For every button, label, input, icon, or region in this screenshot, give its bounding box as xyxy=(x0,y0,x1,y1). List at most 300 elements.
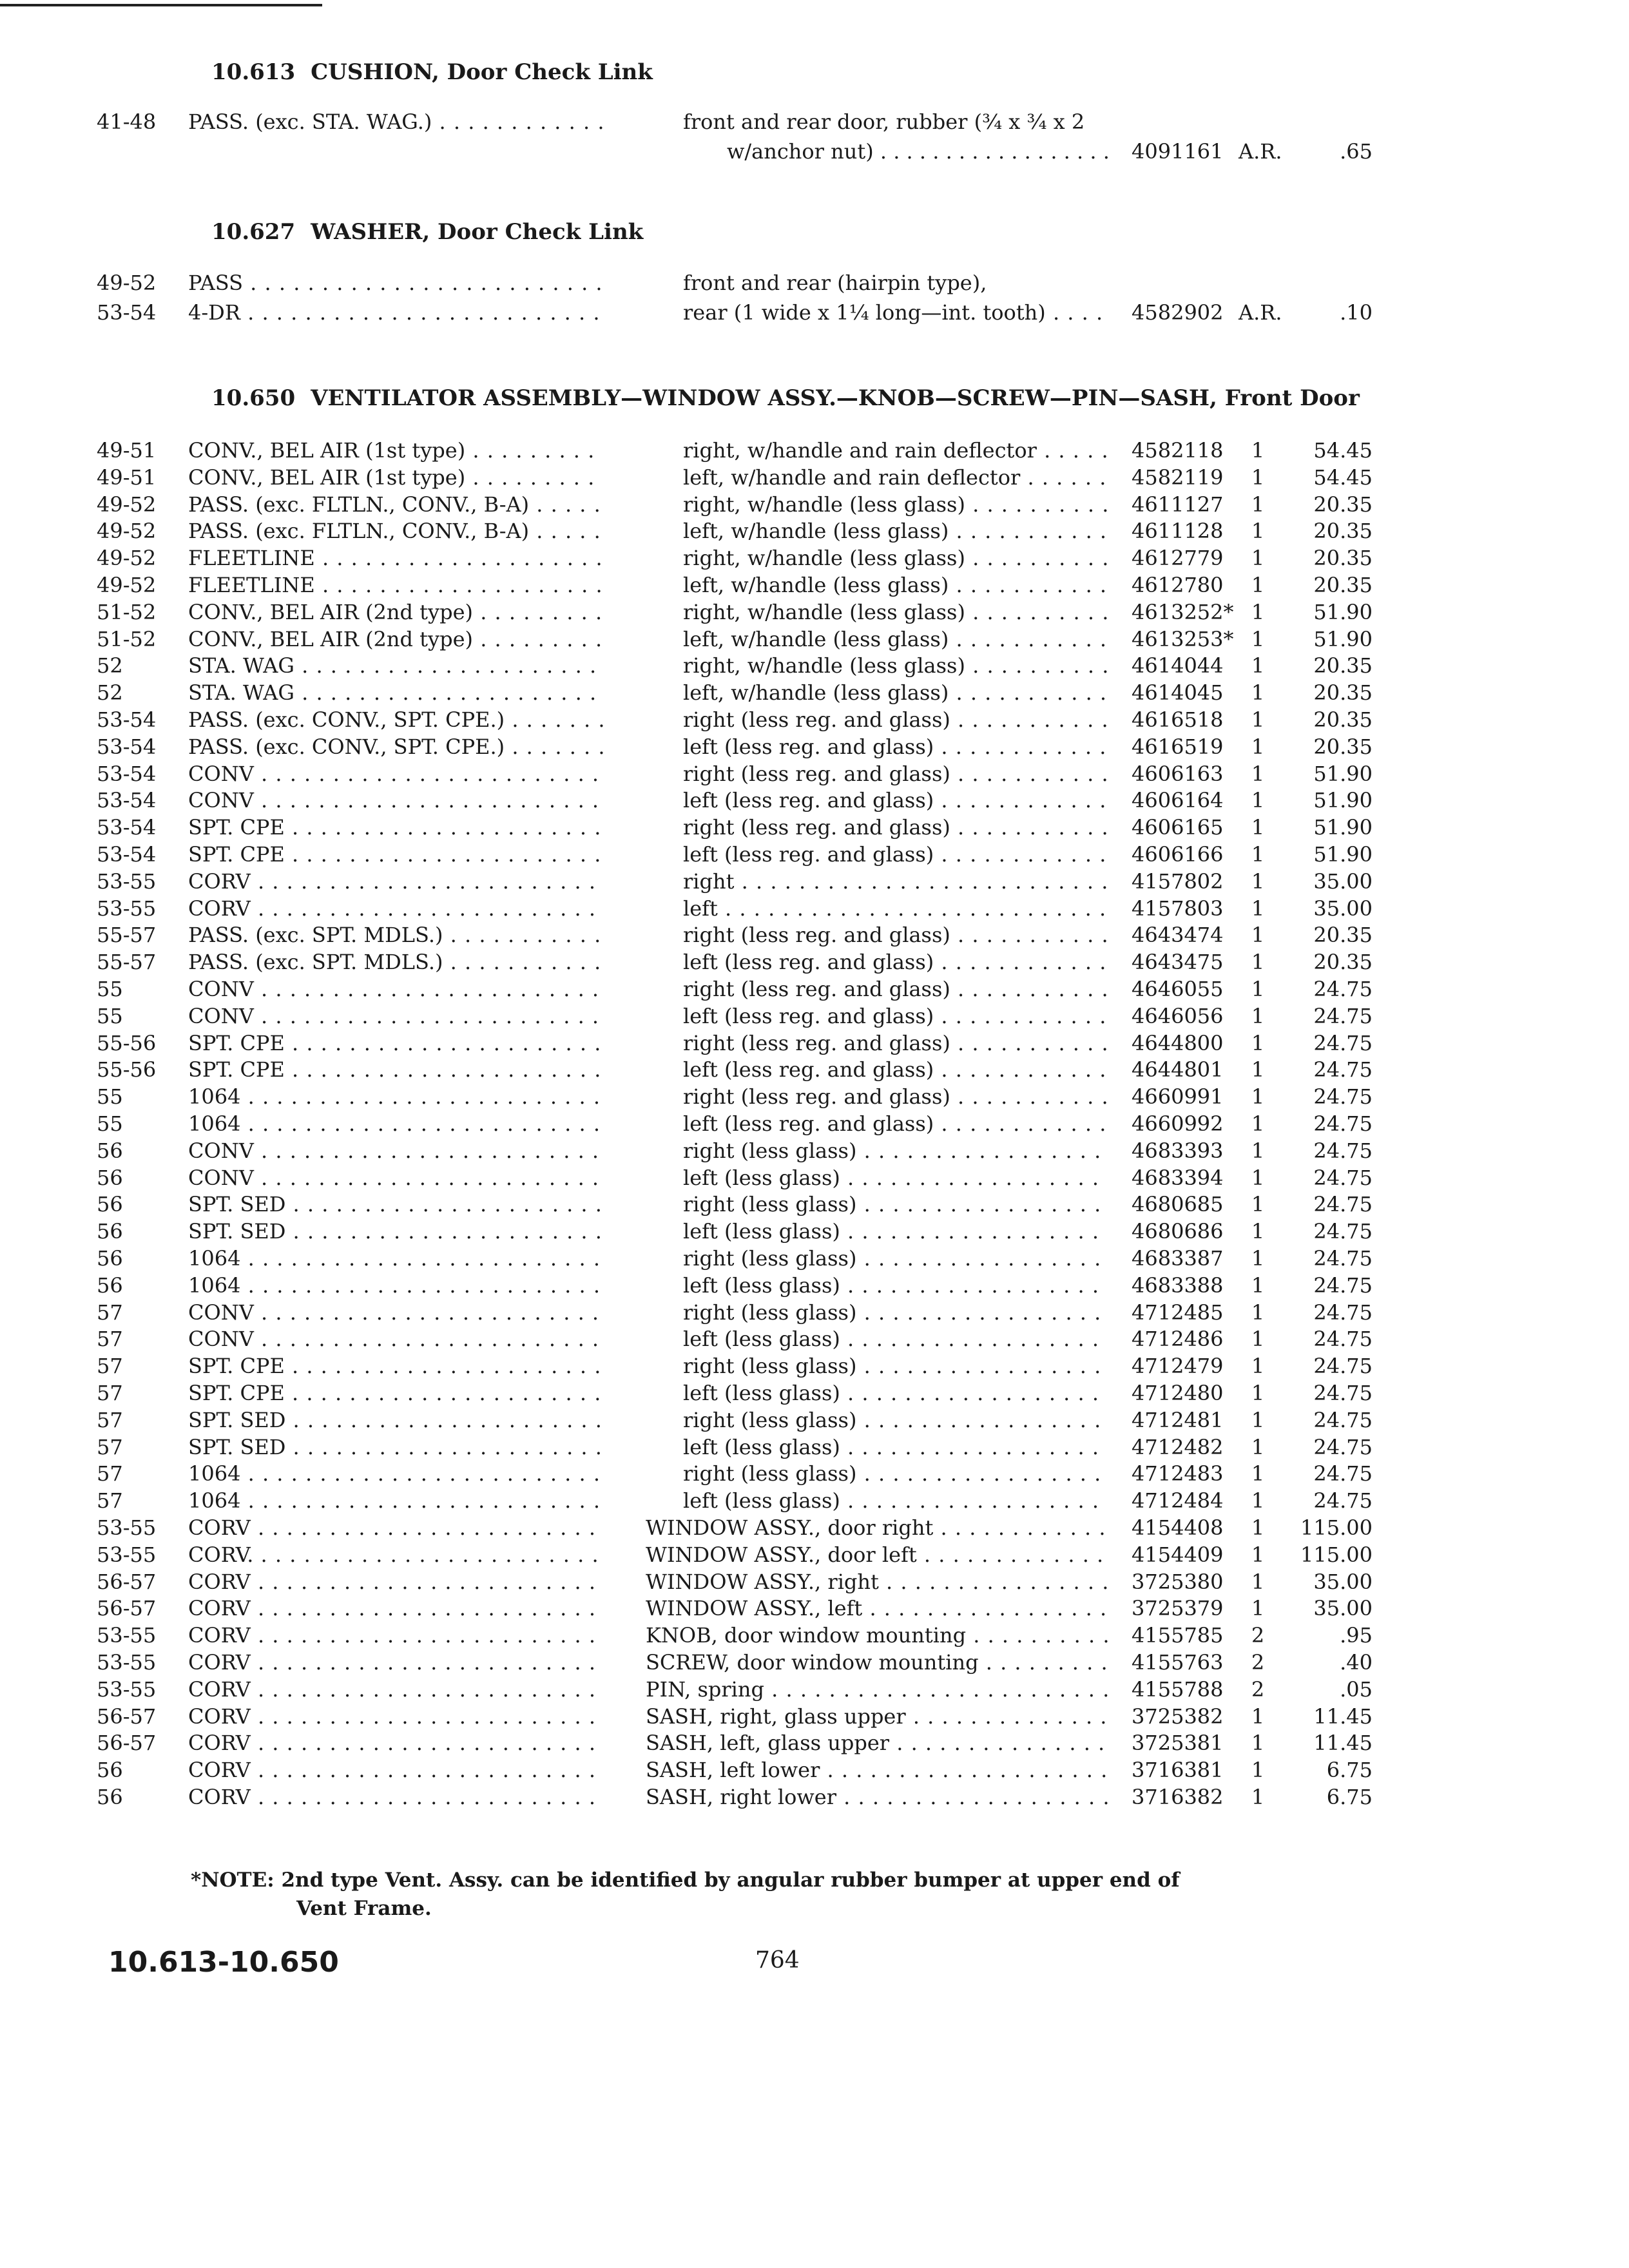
year-range: 53-55 xyxy=(97,896,157,921)
price: 24.75 xyxy=(1313,1219,1373,1244)
year-range: 53-54 xyxy=(97,761,157,786)
table-row xyxy=(0,517,1629,544)
year-range: 56 xyxy=(97,1219,123,1244)
price: .40 xyxy=(1340,1650,1373,1675)
year-range: 53-54 xyxy=(97,788,157,813)
price: 11.45 xyxy=(1313,1731,1373,1756)
price: 35.00 xyxy=(1313,896,1373,921)
part-number: 4155788 xyxy=(1132,1677,1224,1702)
quantity: 1 xyxy=(1251,1434,1265,1459)
part-number: 4613252* xyxy=(1132,599,1234,624)
year-range: 53-54 xyxy=(97,842,157,867)
price: 20.35 xyxy=(1313,519,1373,544)
table-row xyxy=(0,787,1629,814)
part-description: right, w/handle (less glass) . . . xyxy=(683,491,1108,518)
model-name: CONV . . . xyxy=(188,787,604,814)
part-number: 4157802 xyxy=(1132,869,1224,894)
part-number: 4154408 xyxy=(1132,1515,1224,1540)
part-number: 4606165 xyxy=(1132,815,1224,840)
price: .95 xyxy=(1340,1623,1373,1648)
price: 20.35 xyxy=(1313,546,1373,571)
price: 51.90 xyxy=(1313,626,1373,651)
quantity: 1 xyxy=(1251,896,1265,921)
part-number: 4606163 xyxy=(1132,761,1224,786)
part-number: 4683387 xyxy=(1132,1246,1224,1271)
year-range: 55 xyxy=(97,1111,123,1136)
part-description: SASH, right lower . . . xyxy=(646,1783,1108,1811)
table-row xyxy=(0,1703,1629,1730)
year-range: 49-52 xyxy=(97,546,157,571)
quantity: 1 xyxy=(1251,869,1265,894)
part-number: 4614045 xyxy=(1132,680,1224,706)
quantity: 1 xyxy=(1251,546,1265,571)
model-name: CONV., BEL AIR (2nd type) . . . xyxy=(188,599,604,626)
part-number: 4680686 xyxy=(1132,1219,1224,1244)
part-number: 4616519 xyxy=(1132,734,1224,759)
model-name: SPT. CPE . . . xyxy=(188,1352,604,1379)
table-row xyxy=(0,1030,1629,1057)
price: 24.75 xyxy=(1313,977,1373,1001)
year-range: 57 xyxy=(97,1354,123,1379)
model-name: CONV . . . xyxy=(188,975,604,1003)
model-name: CONV., BEL AIR (1st type) . . . xyxy=(188,464,604,491)
part-number: 3725379 xyxy=(1132,1596,1224,1621)
part-description: left (less reg. and glass) . . . xyxy=(683,733,1108,760)
part-description: SCREW, door window mounting . . . xyxy=(646,1649,1108,1676)
year-range: 53-55 xyxy=(97,1650,157,1675)
part-number: 4712485 xyxy=(1132,1300,1224,1325)
part-description: right (less reg. and glass) . . . xyxy=(683,706,1108,733)
part-number: 4712480 xyxy=(1132,1381,1224,1405)
price: 20.35 xyxy=(1313,950,1373,975)
part-number: 4155785 xyxy=(1132,1623,1224,1648)
part-number: 4712486 xyxy=(1132,1327,1224,1352)
footnote-line-1: *NOTE: 2nd type Vent. Assy. can be identified by angular rubber bumper at upper end of xyxy=(191,1869,1180,1892)
model-name: STA. WAG . . . xyxy=(188,652,604,679)
quantity: 1 xyxy=(1251,1327,1265,1352)
part-description: right (less glass) . . . xyxy=(683,1299,1108,1326)
part-description: left (less reg. and glass) . . . xyxy=(683,1056,1108,1083)
table-row xyxy=(0,1325,1629,1352)
model-name: FLEETLINE . . . xyxy=(188,544,604,572)
table-row xyxy=(0,868,1629,895)
quantity: 1 xyxy=(1251,1138,1265,1163)
part-description: left (less glass) . . . xyxy=(683,1272,1108,1299)
part-description: left, w/handle (less glass) . . . xyxy=(683,679,1108,706)
year-range: 57 xyxy=(97,1488,123,1514)
table-row xyxy=(0,679,1629,706)
year-range: 52 xyxy=(97,680,123,706)
section-title: WASHER, Door Check Link xyxy=(311,219,644,245)
top-rule xyxy=(0,4,322,6)
year-range: 55 xyxy=(97,1003,123,1028)
part-number: 4157803 xyxy=(1132,896,1224,921)
part-description: right (less glass) . . . xyxy=(683,1407,1108,1434)
quantity: 1 xyxy=(1251,788,1265,813)
model-name: PASS. (exc. SPT. MDLS.) . . . xyxy=(188,948,604,975)
table-row xyxy=(0,572,1629,599)
table-row xyxy=(0,464,1629,491)
price: 51.90 xyxy=(1313,761,1373,786)
model-name: PASS. (exc. SPT. MDLS.) . . . xyxy=(188,921,604,948)
part-description: right (less reg. and glass) . . . xyxy=(683,760,1108,787)
part-number: 4644801 xyxy=(1132,1057,1224,1082)
price: 20.35 xyxy=(1313,573,1373,597)
section-heading-10613 xyxy=(211,59,653,85)
quantity: 1 xyxy=(1251,1354,1265,1379)
part-description: SASH, left, glass upper . . . xyxy=(646,1729,1108,1756)
part-number: 4683393 xyxy=(1132,1138,1224,1163)
part-description: right (less reg. and glass) . . . xyxy=(683,1030,1108,1057)
quantity: 1 xyxy=(1251,653,1265,678)
year-range: 57 xyxy=(97,1381,123,1405)
year-range: 49-52 xyxy=(97,519,157,544)
year-range: 55-56 xyxy=(97,1030,157,1055)
table-row xyxy=(0,437,1629,464)
table-row xyxy=(0,1676,1629,1703)
year-range: 56-57 xyxy=(97,1731,157,1756)
model-name: SPT. SED . . . xyxy=(188,1407,604,1434)
price: 24.75 xyxy=(1313,1381,1373,1405)
year-range: 57 xyxy=(97,1461,123,1486)
table-row xyxy=(0,1137,1629,1164)
year-range: 41-48 xyxy=(97,110,157,134)
model-name: CONV., BEL AIR (2nd type) . . . xyxy=(188,626,604,653)
price: 20.35 xyxy=(1313,734,1373,759)
part-description: front and rear (hairpin type), xyxy=(683,271,987,295)
part-number: 4712481 xyxy=(1132,1407,1224,1432)
table-row xyxy=(0,1191,1629,1218)
table-row xyxy=(0,1595,1629,1622)
part-number: 4612779 xyxy=(1132,546,1224,571)
quantity: 1 xyxy=(1251,1515,1265,1540)
part-number: 4646056 xyxy=(1132,1003,1224,1028)
table-row xyxy=(0,814,1629,841)
price: 24.75 xyxy=(1313,1003,1373,1028)
year-range: 55 xyxy=(97,1084,123,1110)
model-name: SPT. SED . . . xyxy=(188,1218,604,1245)
part-number: 4712483 xyxy=(1132,1461,1224,1486)
table-row xyxy=(0,921,1629,948)
model-name: CORV . . . xyxy=(188,895,604,922)
quantity: 1 xyxy=(1251,1704,1265,1729)
table-row xyxy=(0,841,1629,868)
year-range: 56 xyxy=(97,1785,123,1809)
model-name: PASS. (exc. STA. WAG.) . . . xyxy=(188,108,604,135)
table-row xyxy=(0,1568,1629,1595)
price: 24.75 xyxy=(1313,1488,1373,1514)
table-row xyxy=(0,1541,1629,1568)
part-number: 4613253* xyxy=(1132,626,1234,651)
part-description: right (less reg. and glass) . . . xyxy=(683,975,1108,1003)
table-row xyxy=(0,1783,1629,1811)
part-number: 4582118 xyxy=(1132,438,1224,463)
quantity: 1 xyxy=(1251,1003,1265,1028)
quantity: 1 xyxy=(1251,626,1265,651)
section-number: 10.627 xyxy=(211,219,296,245)
year-range: 53-55 xyxy=(97,1677,157,1702)
quantity: 1 xyxy=(1251,519,1265,544)
model-name: 1064 . . . xyxy=(188,1487,604,1514)
footer-section-code: 10.613-10.650 xyxy=(108,1946,339,1979)
table-row xyxy=(0,1003,1629,1030)
part-description: WINDOW ASSY., left . . . xyxy=(646,1595,1108,1622)
year-range: 56 xyxy=(97,1246,123,1271)
table-row xyxy=(0,975,1629,1003)
year-range: 52 xyxy=(97,653,123,678)
quantity: 2 xyxy=(1251,1677,1265,1702)
quantity: 1 xyxy=(1251,815,1265,840)
model-name: CONV . . . xyxy=(188,1137,604,1164)
model-name: PASS . . . xyxy=(188,269,604,296)
part-number: 4611127 xyxy=(1132,492,1224,517)
quantity: 1 xyxy=(1251,1165,1265,1190)
quantity: 1 xyxy=(1251,1273,1265,1298)
price: 24.75 xyxy=(1313,1138,1373,1163)
part-number: 4646055 xyxy=(1132,977,1224,1001)
quantity: 1 xyxy=(1251,923,1265,948)
quantity: 1 xyxy=(1251,465,1265,490)
model-name: PASS. (exc. CONV., SPT. CPE.) . . . xyxy=(188,733,604,760)
table-row xyxy=(0,1487,1629,1514)
year-range: 53-55 xyxy=(97,1515,157,1540)
part-number: 4606164 xyxy=(1132,788,1224,813)
price: 24.75 xyxy=(1313,1434,1373,1459)
model-name: CONV . . . xyxy=(188,1299,604,1326)
table-row xyxy=(0,1649,1629,1676)
price: 35.00 xyxy=(1313,1596,1373,1621)
part-number: 4683394 xyxy=(1132,1165,1224,1190)
part-description: PIN, spring . . . xyxy=(646,1676,1108,1703)
year-range: 49-51 xyxy=(97,465,157,490)
price: 35.00 xyxy=(1313,1569,1373,1594)
price: 24.75 xyxy=(1313,1407,1373,1432)
table-row xyxy=(0,652,1629,679)
quantity: 1 xyxy=(1251,1758,1265,1783)
quantity: 1 xyxy=(1251,1192,1265,1217)
part-description: right (less reg. and glass) . . . xyxy=(683,921,1108,948)
model-name: SPT. SED . . . xyxy=(188,1434,604,1461)
year-range: 56-57 xyxy=(97,1596,157,1621)
quantity: 1 xyxy=(1251,1084,1265,1110)
model-name: SPT. CPE . . . xyxy=(188,1379,604,1407)
section-number: 10.650 xyxy=(211,385,296,411)
year-range: 56-57 xyxy=(97,1704,157,1729)
quantity: 1 xyxy=(1251,599,1265,624)
quantity: 1 xyxy=(1251,1488,1265,1514)
part-number: 4154409 xyxy=(1132,1542,1224,1567)
model-name: CORV . . . xyxy=(188,1568,604,1595)
part-description: right (less reg. and glass) . . . xyxy=(683,814,1108,841)
model-name: SPT. CPE . . . xyxy=(188,1056,604,1083)
section-title: CUSHION, Door Check Link xyxy=(311,59,653,85)
price: 51.90 xyxy=(1313,788,1373,813)
year-range: 49-52 xyxy=(97,573,157,597)
part-description: front and rear door, rubber (¾ x ¾ x 2 xyxy=(683,110,1085,134)
model-name: SPT. SED . . . xyxy=(188,1191,604,1218)
year-range: 56 xyxy=(97,1273,123,1298)
year-range: 49-52 xyxy=(97,271,157,295)
quantity: 1 xyxy=(1251,761,1265,786)
quantity: 1 xyxy=(1251,573,1265,597)
table-row xyxy=(0,1056,1629,1083)
part-description: right, w/handle (less glass) . . . xyxy=(683,652,1108,679)
model-name: SPT. CPE . . . xyxy=(188,1030,604,1057)
part-description: WINDOW ASSY., door left . . . xyxy=(646,1541,1108,1568)
part-number: 4611128 xyxy=(1132,519,1224,544)
year-range: 53-54 xyxy=(97,815,157,840)
quantity: 1 xyxy=(1251,1381,1265,1405)
quantity: 1 xyxy=(1251,680,1265,706)
quantity: A.R. xyxy=(1239,300,1282,325)
year-range: 51-52 xyxy=(97,626,157,651)
price: 6.75 xyxy=(1326,1758,1373,1783)
part-number: 4643475 xyxy=(1132,950,1224,975)
part-description-continued: w/anchor nut) . . . xyxy=(727,138,1108,165)
model-name: CONV., BEL AIR (1st type) . . . xyxy=(188,437,604,464)
price: 51.90 xyxy=(1313,842,1373,867)
price: 115.00 xyxy=(1300,1542,1373,1567)
model-name: 4-DR . . . xyxy=(188,299,604,326)
part-description: right (less glass) . . . xyxy=(683,1137,1108,1164)
quantity: 1 xyxy=(1251,1219,1265,1244)
table-row xyxy=(0,1110,1629,1137)
section-heading-10627 xyxy=(211,219,643,245)
model-name: PASS. (exc. FLTLN., CONV., B-A) . . . xyxy=(188,491,604,518)
table-row xyxy=(0,948,1629,975)
model-name: STA. WAG . . . xyxy=(188,679,604,706)
price: 20.35 xyxy=(1313,707,1373,732)
table-row xyxy=(0,491,1629,518)
price: 24.75 xyxy=(1313,1246,1373,1271)
model-name: 1064 . . . xyxy=(188,1272,604,1299)
quantity: 1 xyxy=(1251,707,1265,732)
quantity: 1 xyxy=(1251,1030,1265,1055)
part-number: 4606166 xyxy=(1132,842,1224,867)
price: 20.35 xyxy=(1313,923,1373,948)
part-description: left (less reg. and glass) . . . xyxy=(683,1003,1108,1030)
year-range: 53-54 xyxy=(97,300,157,325)
quantity: 1 xyxy=(1251,1731,1265,1756)
table-row xyxy=(0,1352,1629,1379)
table-row xyxy=(0,299,1629,326)
year-range: 55 xyxy=(97,977,123,1001)
table-row xyxy=(0,1407,1629,1434)
price: 20.35 xyxy=(1313,680,1373,706)
quantity: 1 xyxy=(1251,1461,1265,1486)
model-name: CONV . . . xyxy=(188,1003,604,1030)
part-description: rear (1 wide x 1¼ long—int. tooth) . . . xyxy=(683,299,1108,326)
quantity: 1 xyxy=(1251,1057,1265,1082)
price: 24.75 xyxy=(1313,1327,1373,1352)
table-row-continuation xyxy=(0,138,1629,165)
table-row xyxy=(0,1218,1629,1245)
part-description: left, w/handle and rain deflector . . . xyxy=(683,464,1108,491)
part-description: right, w/handle (less glass) . . . xyxy=(683,599,1108,626)
price: 24.75 xyxy=(1313,1273,1373,1298)
part-description: WINDOW ASSY., door right . . . xyxy=(646,1514,1108,1541)
price: .05 xyxy=(1340,1677,1373,1702)
model-name: CORV . . . xyxy=(188,868,604,895)
table-row xyxy=(0,1434,1629,1461)
part-description: left, w/handle (less glass) . . . xyxy=(683,572,1108,599)
model-name: 1064 . . . xyxy=(188,1083,604,1110)
table-row xyxy=(0,1164,1629,1191)
model-name: CORV. . . . xyxy=(188,1541,604,1568)
part-description: left (less glass) . . . xyxy=(683,1325,1108,1352)
model-name: FLEETLINE . . . xyxy=(188,572,604,599)
price: 20.35 xyxy=(1313,492,1373,517)
model-name: CORV . . . xyxy=(188,1783,604,1811)
part-description: left (less reg. and glass) . . . xyxy=(683,787,1108,814)
model-name: CORV . . . xyxy=(188,1595,604,1622)
model-name: CORV . . . xyxy=(188,1756,604,1783)
quantity: 1 xyxy=(1251,1596,1265,1621)
section-heading-10650 xyxy=(211,385,1360,411)
page-number: 764 xyxy=(755,1947,800,1974)
part-description: right . . . xyxy=(683,868,1108,895)
quantity: 1 xyxy=(1251,492,1265,517)
table-row xyxy=(0,544,1629,572)
year-range: 55-57 xyxy=(97,923,157,948)
part-description: right, w/handle and rain deflector . . . xyxy=(683,437,1108,464)
quantity: A.R. xyxy=(1239,139,1282,164)
price: 24.75 xyxy=(1313,1165,1373,1190)
part-number: 3725380 xyxy=(1132,1569,1224,1594)
price: 11.45 xyxy=(1313,1704,1373,1729)
table-row xyxy=(0,108,1629,135)
price: 35.00 xyxy=(1313,869,1373,894)
year-range: 49-52 xyxy=(97,492,157,517)
year-range: 56 xyxy=(97,1165,123,1190)
part-number: 3725381 xyxy=(1132,1731,1224,1756)
quantity: 1 xyxy=(1251,1785,1265,1809)
part-number: 4644800 xyxy=(1132,1030,1224,1055)
model-name: CORV . . . xyxy=(188,1703,604,1730)
year-range: 51-52 xyxy=(97,599,157,624)
part-description: left (less reg. and glass) . . . xyxy=(683,841,1108,868)
year-range: 57 xyxy=(97,1300,123,1325)
price: 24.75 xyxy=(1313,1192,1373,1217)
table-row xyxy=(0,1379,1629,1407)
part-number: 4612780 xyxy=(1132,573,1224,597)
part-description: right (less glass) . . . xyxy=(683,1191,1108,1218)
table-row xyxy=(0,1756,1629,1783)
price: 115.00 xyxy=(1300,1515,1373,1540)
part-number: 4643474 xyxy=(1132,923,1224,948)
price: 20.35 xyxy=(1313,653,1373,678)
year-range: 53-54 xyxy=(97,707,157,732)
part-description: right, w/handle (less glass) . . . xyxy=(683,544,1108,572)
year-range: 53-55 xyxy=(97,1542,157,1567)
part-number: 4660991 xyxy=(1132,1084,1224,1110)
year-range: 55-56 xyxy=(97,1057,157,1082)
part-description: right (less glass) . . . xyxy=(683,1460,1108,1487)
part-number: 3716382 xyxy=(1132,1785,1224,1809)
table-row xyxy=(0,1083,1629,1110)
model-name: 1064 . . . xyxy=(188,1245,604,1272)
part-description: right (less glass) . . . xyxy=(683,1352,1108,1379)
quantity: 2 xyxy=(1251,1650,1265,1675)
table-row xyxy=(0,706,1629,733)
price: 24.75 xyxy=(1313,1030,1373,1055)
quantity: 1 xyxy=(1251,1246,1265,1271)
part-number: 3725382 xyxy=(1132,1704,1224,1729)
quantity: 2 xyxy=(1251,1623,1265,1648)
part-description: left, w/handle (less glass) . . . xyxy=(683,626,1108,653)
quantity: 1 xyxy=(1251,1111,1265,1136)
year-range: 56 xyxy=(97,1138,123,1163)
